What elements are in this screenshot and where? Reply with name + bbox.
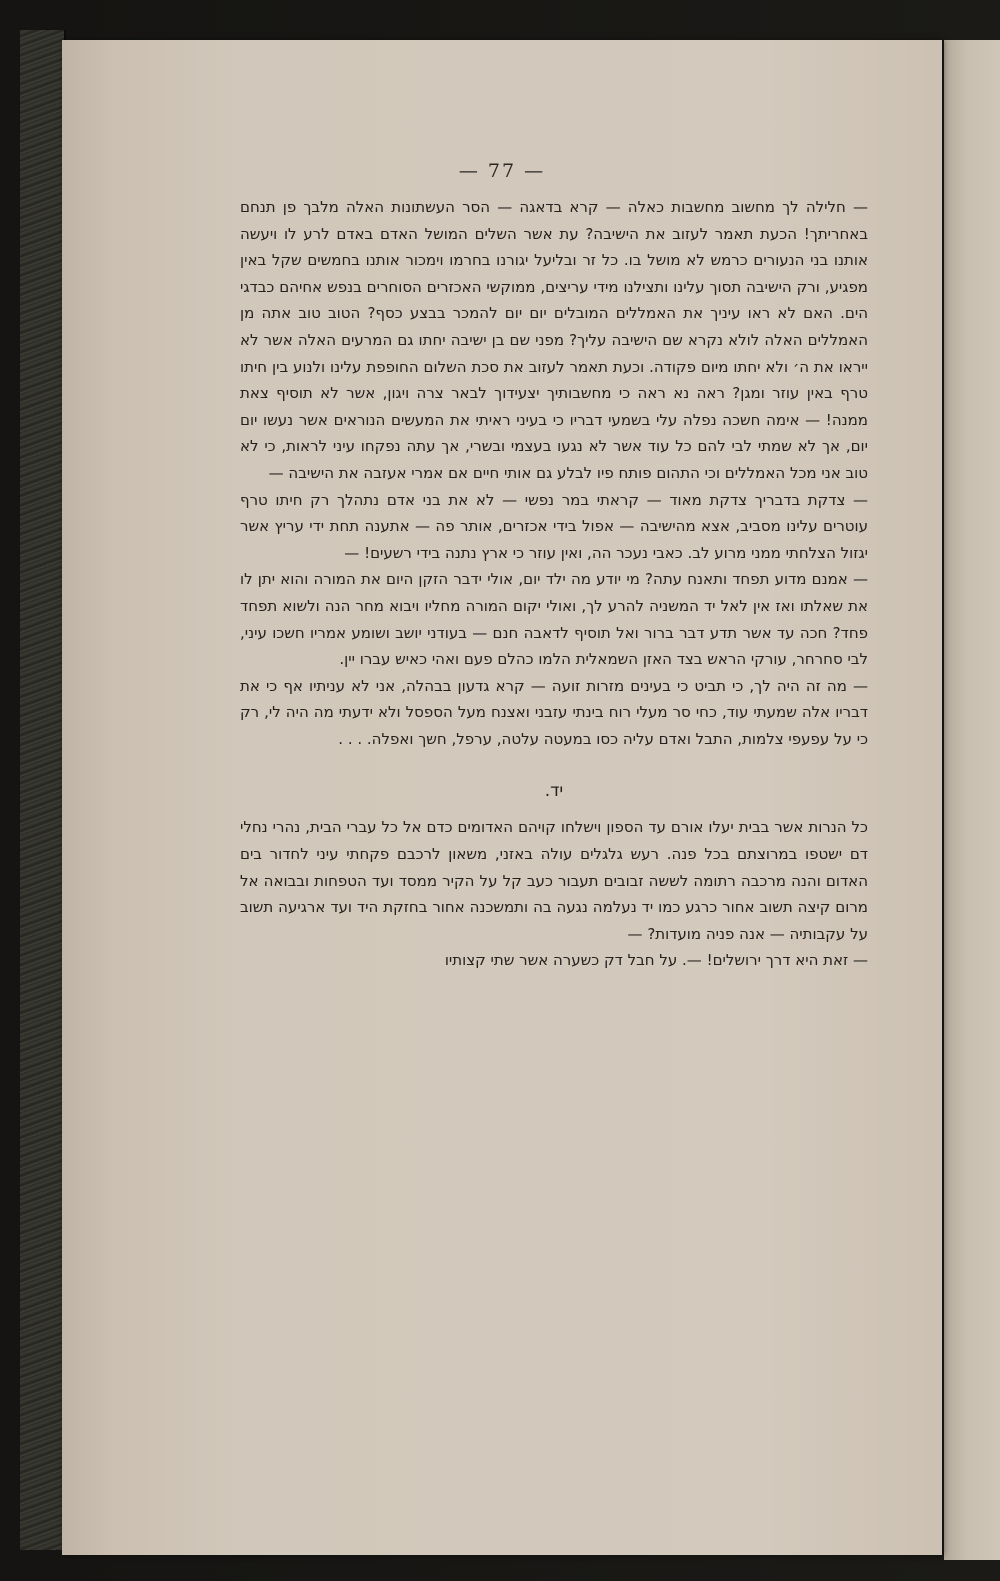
paragraph-1: — חלילה לך מחשוב מחשבות כאלה — קרא בדאגה — הסר העשתונות האלה מלבך פן תנחם באחריתך! הכעת תאמר לעזוב את הישיבה? עת אשר השלים המושל האדם באדם לרע לו ויעשה אותנו בני הנעורים כרמש לא מושל בו. כל זר ובליעל יגורנו בחרמו וימכור אותנו בחמשים שקל באין מפגיע, ורק הישיבה תסוך עלינו ותצילנו מידי עריצים, ממוקשי האכזרים הסוחרים בנפש אחיהם כבדגי הים. האם לא ראו עיניך את האמללים המובלים יום יום להמכר בבצע כסף? הטוב טוב אתה מן האמללים האלה לולא נקרא שם הישיבה עליך? מפני שם בן ישיבה יחתו גם המרעים האלה אשר לא ייראו את ה׳ ולא יחתו מיום פקודה. וכעת תאמר לעזוב את סכת השלום החופפת עלינו ולנוע בין חיתו טרף באין עוזר ומגן? ראה נא ראה כי מחשבותיך יצעידוך לבאר צרה ויגון, אשר לא תוסיף צאת ממנה! — אימה חשכה נפלה עלי בשמעי דבריו כי בעיני ראיתי את המעשים הנוראים אשר נעשו יום יום, אך לא שמתי לבי להם כל עוד אשר לא נגעו בעצמי ובשרי, אך עתה נפקחו עיני לראות, כי לא טוב אני מכל האמללים וכי התהום פותח פיו לבלע גם אותי חיים אם אמרי אעזבה את הישיבה — bbox=[240, 198, 868, 482]
section-paragraph-1: כל הנרות אשר בבית יעלו אורם עד הספון וישלחו קויהם האדומים כדם אל כל עברי הבית, נהרי נחלי דם ישטפו במרוצתם בכל פנה. רעש גלגלים עולה באזני, משאון לרכבם פקחתי עיני לחדור בים האדום והנה מרכבה רתומה לששה זבובים תעבור כעב קל על הקיר ממסד ועד הטפחות ובבואה אל מרום קיצה תשוב אחור כרגע כמו יד נעלמה נגעה בה ותמשכנה אחור בחזקת היד ועד ארגיעה תשוב על עקבותיה — אנה פניה מועדות? — bbox=[240, 818, 868, 943]
book-page bbox=[62, 40, 942, 1555]
paragraph-2: — צדקת בדבריך צדקת מאוד — קראתי במר נפשי — לא את בני אדם נתהלך רק חיתו טרף עוטרים עלינו מסביב, אצא מהישיבה — אפול בידי אכזרים, אותר פה — אתענה תחת ידי עריץ אשר יגזול הצלחתי ממני מרוע לב. כאבי נעכר הה, ואין עוזר כי ארץ נתנה בידי רשעים! — bbox=[240, 490, 868, 562]
section-heading: יד. bbox=[544, 781, 564, 802]
page-text bbox=[240, 194, 868, 974]
paragraph-3: — אמנם מדוע תפחד ותאנח עתה? מי יודע מה ילד יום, אולי ידבר הזקן היום את המורה והוא יתן לו את שאלתו ואז אין לאל יד המשניה להרע לך, ואולי יקום המורה מחליו ויבוא מחר הנה ולשוא תפחד פחד? חכה עד אשר תדע דבר ברור ואל תוסיף לדאבה חנם — בעודני יושב ושומע אמריו חשכו עיני, לבי סחרחר, עורקי הראש בצד האזן השמאלית הלמו כהלם פעם ואהי כאיש עברו יין. bbox=[240, 570, 868, 669]
book-cover-edge bbox=[20, 30, 66, 1550]
paragraph-4: — מה זה היה לך, כי תביט כי בעינים מזרות זועה — קרא גדעון בבהלה, אני לא עניתיו אף כי את דבריו אלה שמעתי עוד, כחי סר מעלי רוח בינתי עזבני ואצנח מעל הספסל ולא ידעתי מה היה לי, רק כי על עפעפי צלמות, התבל ואדם עליה כסו במעטה עלטה, ערפל, חשך ואפלה. . . . bbox=[240, 676, 868, 748]
adjacent-page-edge bbox=[944, 40, 1000, 1560]
page-number: — 77 — bbox=[458, 160, 546, 182]
section-paragraph-2: — זאת היא דרך ירושלים! —. על חבל דק כשערה אשר שתי קצותיו bbox=[444, 951, 868, 970]
